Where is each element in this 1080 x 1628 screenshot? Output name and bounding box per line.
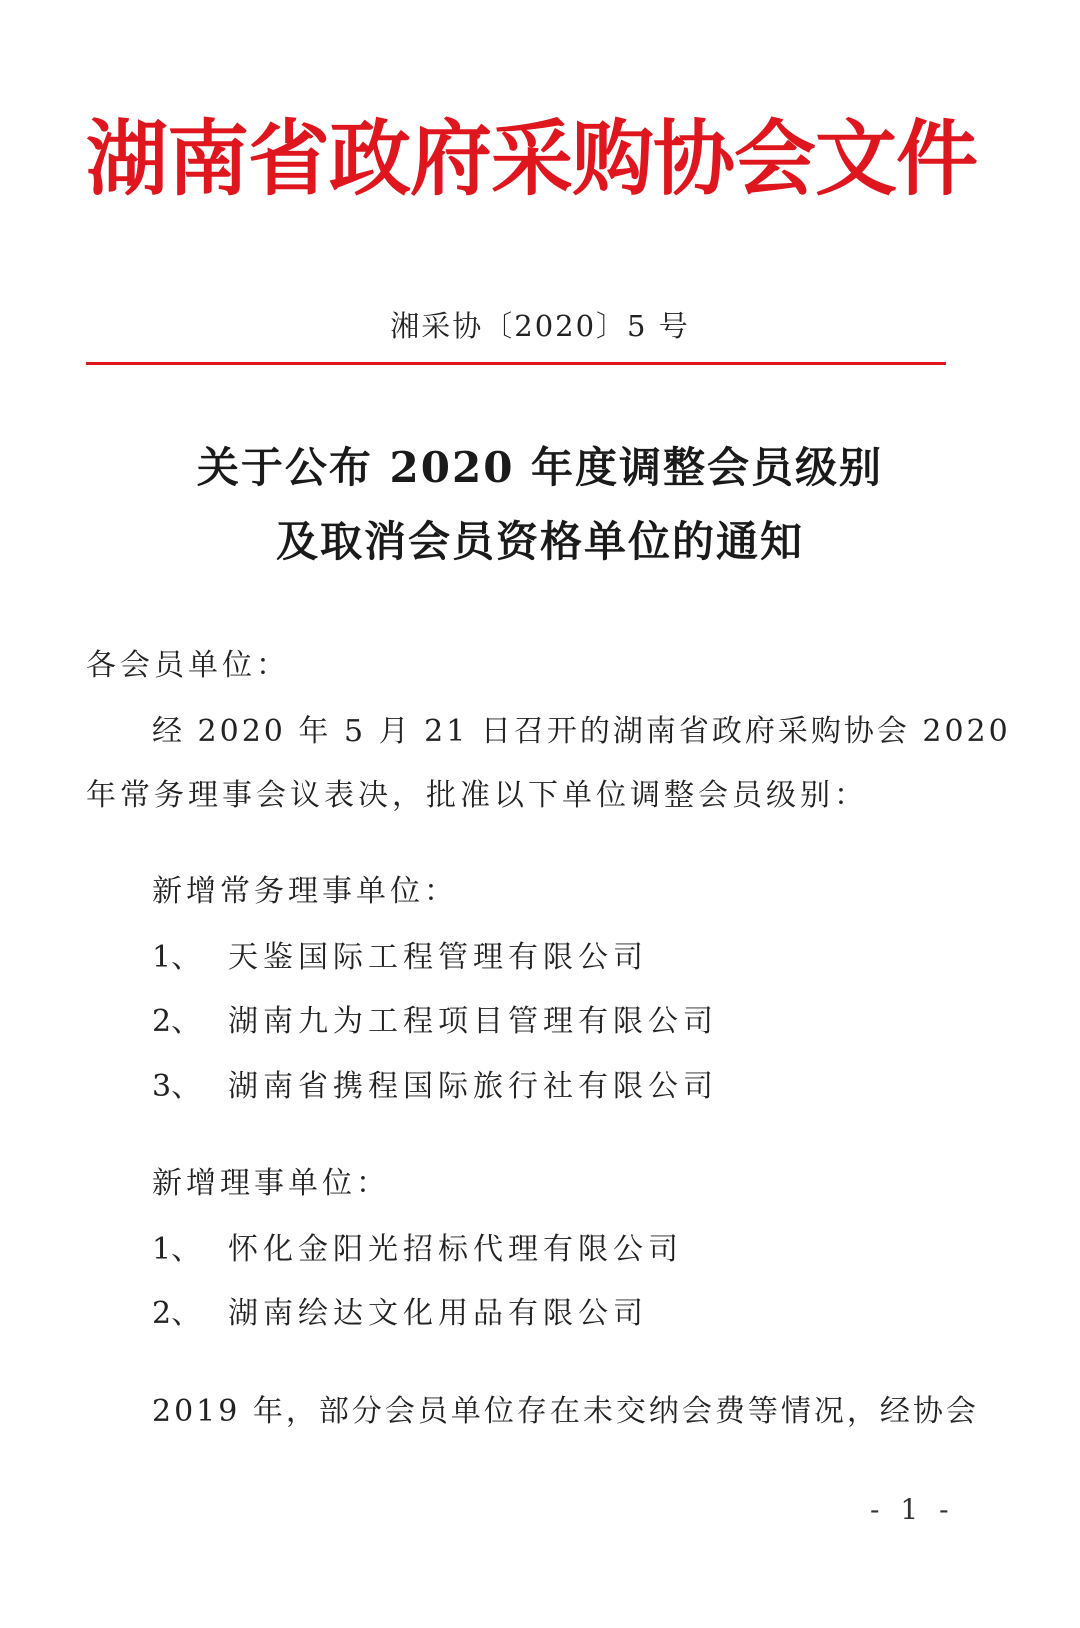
list-item-number: 1、 [152,1232,202,1267]
notice-title-line-2: 及取消会员资格单位的通知 [275,517,804,566]
closing-paragraph-line: 2019 年，部分会员单位存在未交纳会费等情况，经协会 [152,1394,979,1429]
intro-line-2: 年常务理事会议表决，批准以下单位调整会员级别： [86,778,868,813]
page-number: - 1 - [870,1493,955,1526]
list-item-number: 3、 [152,1069,202,1104]
list-item-number: 2、 [152,1296,202,1331]
salutation: 各会员单位： [86,648,290,683]
intro-line-1: 经 2020 年 5 月 21 日召开的湖南省政府采购协会 2020 [152,714,1011,749]
list-item-company: 湖南九为工程项目管理有限公司 [228,1004,718,1039]
section-heading-standing-council: 新增常务理事单位： [152,874,458,909]
document-masthead: 湖南省政府采购协会文件 [86,112,978,207]
list-item-company: 怀化金阳光招标代理有限公司 [228,1232,683,1267]
document-number: 湘采协〔2020〕5 号 [390,309,690,343]
list-item-company: 湖南省携程国际旅行社有限公司 [228,1069,718,1104]
list-item-company: 天鉴国际工程管理有限公司 [228,940,648,975]
list-item-number: 2、 [152,1004,202,1039]
list-item-number: 1、 [152,940,202,975]
section-heading-council: 新增理事单位： [152,1166,390,1201]
notice-title-line-1: 关于公布 2020 年度调整会员级别 [196,443,884,492]
red-divider-line [86,362,946,365]
list-item-company: 湖南绘达文化用品有限公司 [228,1296,648,1331]
